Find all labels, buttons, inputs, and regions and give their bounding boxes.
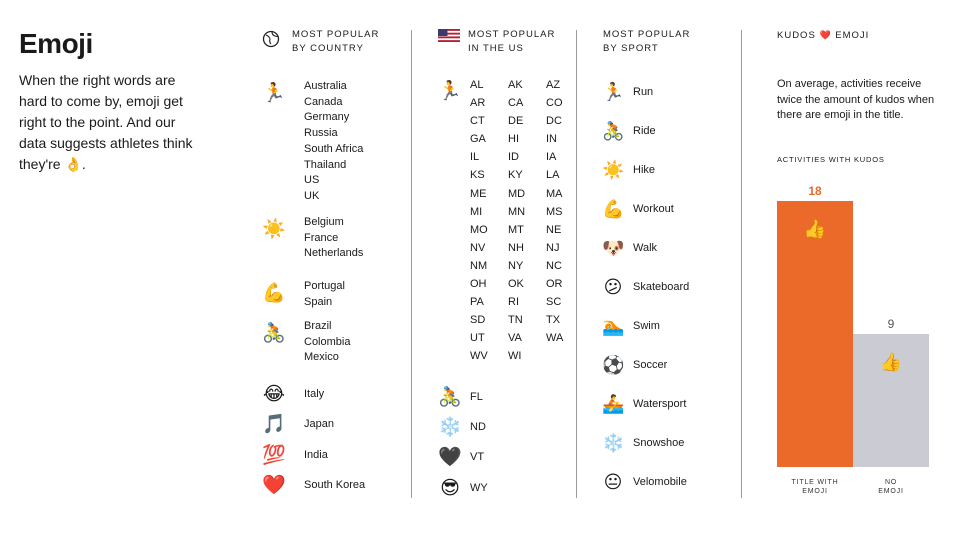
us-flag-icon [438,29,460,47]
us-state: DE [508,115,524,128]
runner-icon: 🏃 [262,83,286,104]
header-by-sport-line1: MOST POPULAR [603,29,691,40]
us-state: KS [470,169,485,182]
header-in-us-line2: IN THE US [468,43,524,54]
us-state: AZ [546,79,561,91]
flexed-bicep-icon: 💪 [262,283,286,304]
country-name: Japan [304,418,334,430]
sun-icon: ☀️ [262,219,286,240]
sport-label: Run [633,86,654,98]
us-state: MS [546,205,563,218]
music-note-icon: 🎵 [262,414,286,435]
country-name: France [304,231,339,244]
hundred-points-icon: 💯 [262,445,286,466]
country-name: Australia [304,80,347,92]
us-state: MT [508,223,524,236]
heart-icon: ❤️ [819,30,832,40]
country-name: Mexico [304,351,339,364]
us-state: IL [470,151,480,164]
country-name: UK [304,189,320,202]
red-heart-icon: ❤️ [262,475,286,496]
us-state: TN [508,314,523,327]
country-list-laugh [304,387,324,403]
us-state: ME [470,187,487,200]
country-name: South Korea [304,479,366,491]
us-state: DC [546,115,562,128]
country-name: Italy [304,388,325,400]
country-name: Canada [304,95,343,108]
us-state: WY [470,482,488,494]
sport-label: Soccer [633,359,668,371]
us-state: WI [508,350,522,363]
us-state: UT [470,332,485,345]
country-name: Spain [304,295,333,308]
us-state: MO [470,223,488,236]
us-state: AR [470,97,486,110]
bar-value-label: 9 [887,317,895,331]
tears-of-joy-icon: 😂 [262,384,286,405]
us-state: AK [508,79,523,91]
sport-label: Hike [633,164,656,176]
sport-label: Velomobile [633,476,687,488]
us-state: OR [546,278,563,291]
bar-value-label: 18 [808,184,822,198]
sport-label: Walk [633,242,658,254]
thumbs-up-icon: 👍 [879,352,903,372]
us-run-states [470,76,584,366]
country-list-heart [304,478,365,494]
sport-label: Swim [633,320,660,332]
header-kudos-text2: EMOJI [835,30,870,41]
us-state: NY [508,259,524,272]
country-name: Germany [304,111,350,124]
us-state: FL [470,391,483,403]
kudos-subheading: ACTIVITIES WITH KUDOS [777,155,885,164]
us-state: CA [508,97,524,110]
us-state: MD [508,187,526,200]
intro-body [19,70,204,175]
divider-1 [411,30,412,498]
thumbs-up-icon: 👍 [803,219,827,239]
header-by-sport [603,28,690,56]
ok-hand-icon: 👌 [64,156,82,172]
globe-icon [262,30,280,53]
country-name: US [304,174,320,187]
country-list-sun [304,215,363,262]
soccer-ball-icon: ⚽ [602,355,625,375]
us-state: NC [546,259,562,272]
country-name: Colombia [304,335,351,348]
us-state: GA [470,133,486,146]
intro-body-end: . [81,156,86,172]
us-state: PA [470,296,484,309]
country-name: Thailand [304,158,347,171]
runner-icon: 🏃 [438,81,462,102]
country-name: Portugal [304,280,345,292]
page-title: Emoji [19,28,93,59]
us-state: IN [546,133,557,146]
us-state: NE [546,223,562,236]
snowflake-icon: ❄️ [438,417,462,438]
header-in-us [438,28,555,56]
header-kudos-text1: KUDOS [777,30,816,41]
sport-label: Skateboard [633,281,690,293]
country-name: Netherlands [304,247,364,260]
cyclist-icon: 🚴 [602,121,625,141]
intro-section [19,28,204,175]
rowboat-icon: 🚣 [602,394,625,414]
country-name: South Africa [304,142,364,155]
runner-icon: 🏃 [602,82,625,102]
category-label: EMOJI [878,488,904,495]
us-state: ND [470,421,486,433]
country-name: Russia [304,127,338,140]
country-list-music [304,417,334,433]
us-state: NM [470,259,488,272]
us-state: KY [508,169,523,182]
swimmer-icon: 🏊 [602,316,625,336]
us-state: MI [470,205,483,218]
sport-label: Ride [633,125,656,137]
sport-label: Workout [633,203,674,215]
us-state: IA [546,151,557,164]
category-label: EMOJI [802,488,828,495]
us-state: ID [508,151,519,164]
us-state: WV [470,350,488,363]
us-state: TX [546,314,561,327]
country-list-run [304,79,363,205]
header-kudos [777,28,869,43]
country-name: Belgium [304,216,344,228]
us-state: NJ [546,241,560,254]
us-state: NV [470,241,486,254]
snowflake-icon: ❄️ [602,433,625,453]
intro-body-text: When the right words are hard to come by, emoji get right to the point. And our data suggests athletes think they're [19,72,193,172]
header-in-us-line1: MOST POPULAR [468,29,556,40]
us-state: WA [546,332,564,345]
country-list-hundred [304,448,328,464]
sport-label: Snowshoe [633,437,685,449]
us-state: MN [508,205,526,218]
us-state: SC [546,296,562,309]
black-heart-icon: 🖤 [438,447,462,468]
flexed-bicep-icon: 💪 [602,199,625,219]
header-by-country-line1: MOST POPULAR [292,29,380,40]
header-by-country-line2: BY COUNTRY [292,43,364,54]
us-state: MA [546,187,563,200]
us-state: RI [508,296,519,309]
us-state: OK [508,278,524,291]
dog-face-icon: 🐶 [602,238,625,258]
country-list-bike [304,319,350,366]
sunglasses-face-icon: 😎 [440,478,460,499]
category-label: NO [884,479,898,486]
kudos-description: On average, activities receive twice the amount of kudos when there are emoji in the title. [777,78,935,122]
kudos-bar-chart [770,176,940,506]
us-state: VT [470,451,485,463]
us-state: CO [546,97,563,110]
country-list-muscle [304,279,345,310]
bar-0 [777,201,853,467]
cyclist-icon: 🚴 [438,387,462,408]
us-state: OH [470,278,487,291]
us-state: AL [470,79,484,91]
us-state: HI [508,133,519,146]
us-state: NH [508,241,524,254]
us-state: CT [470,115,485,128]
category-label: TITLE WITH [791,479,839,486]
us-state: VA [508,332,522,345]
divider-3 [741,30,742,498]
header-by-country [262,28,379,56]
header-by-sport-line2: BY SPORT [603,43,659,54]
sport-label: Watersport [633,398,687,410]
country-name: Brazil [304,320,332,332]
sun-icon: ☀️ [602,160,625,180]
neutral-face-icon: 😐 [603,472,623,492]
us-state: LA [546,169,560,182]
country-name: India [304,449,328,461]
cyclist-icon: 🚴 [262,323,286,344]
confused-face-icon: 😕 [603,277,623,297]
us-state: SD [470,314,486,327]
